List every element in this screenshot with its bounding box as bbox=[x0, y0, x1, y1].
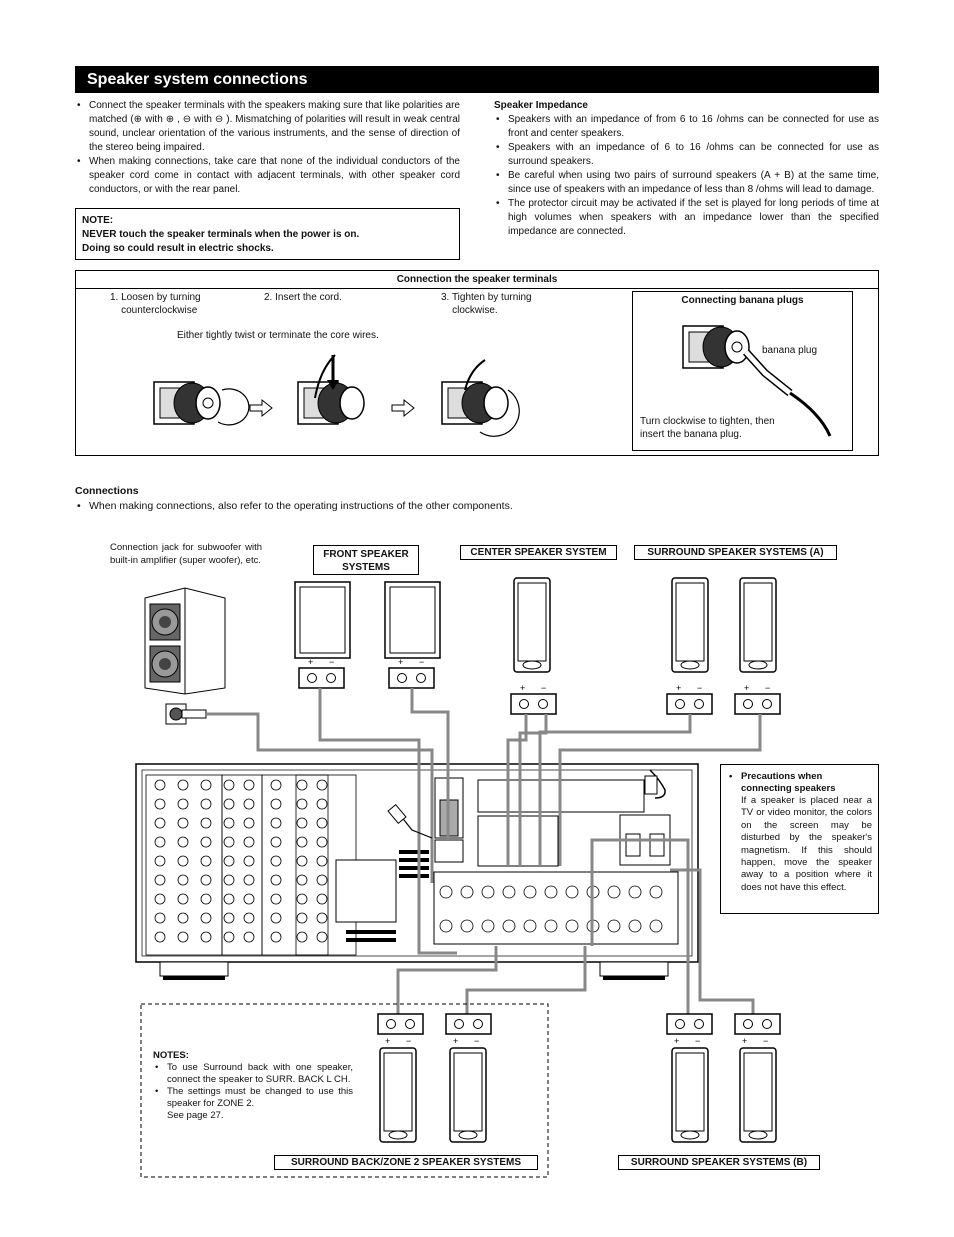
rear-jack bbox=[297, 894, 307, 904]
speaker-binding-post bbox=[440, 886, 452, 898]
svg-text:+: + bbox=[520, 683, 526, 693]
impedance-bullet: • Speakers with an impedance of from 6 to 16 /ohms can be connected for use as front and center speakers. bbox=[494, 113, 879, 141]
svg-text:−: − bbox=[697, 683, 703, 693]
speaker-terminal-icon bbox=[667, 683, 712, 714]
svg-text:+: + bbox=[398, 657, 404, 667]
speaker-binding-post bbox=[566, 920, 578, 932]
svg-text:−: − bbox=[406, 1036, 412, 1046]
rear-jack bbox=[244, 837, 254, 847]
note-item: • To use Surround back with one speaker, connect the speaker to SURR. BACK L CH. bbox=[153, 1062, 353, 1086]
rear-jack bbox=[244, 913, 254, 923]
svg-text:+: + bbox=[676, 683, 682, 693]
rear-jack bbox=[201, 799, 211, 809]
rear-jack bbox=[201, 856, 211, 866]
rear-jack bbox=[224, 799, 234, 809]
rear-jack bbox=[155, 894, 165, 904]
svg-text:+: + bbox=[308, 657, 314, 667]
rear-jack bbox=[178, 799, 188, 809]
rear-jack bbox=[155, 856, 165, 866]
rear-jack bbox=[155, 913, 165, 923]
rear-jack bbox=[178, 837, 188, 847]
banana-note: Turn clockwise to tighten, then insert the banana plug. bbox=[640, 416, 775, 440]
connections-title: Connections bbox=[75, 485, 139, 497]
twist-note: Either tightly twist or terminate the core wires. bbox=[177, 330, 379, 341]
rear-jack bbox=[201, 932, 211, 942]
speaker-binding-post bbox=[524, 920, 536, 932]
note-item: • The settings must be changed to use this speaker for ZONE 2. See page 27. bbox=[153, 1086, 353, 1122]
speaker-terminal-icon bbox=[446, 1014, 491, 1046]
terminal-box-title: Connection the speaker terminals bbox=[76, 271, 878, 289]
rear-jack bbox=[201, 837, 211, 847]
connections-bullet: • When making connections, also refer to the operating instructions of the other components. bbox=[75, 499, 775, 513]
surround-b-left-speaker-icon bbox=[672, 1048, 708, 1142]
rear-jack bbox=[271, 799, 281, 809]
surround-back-label: SURROUND BACK/ZONE 2 SPEAKER SYSTEMS bbox=[274, 1155, 538, 1170]
rear-jack bbox=[155, 875, 165, 885]
svg-text:−: − bbox=[765, 683, 771, 693]
note-line-2: Doing so could result in electric shocks. bbox=[82, 243, 274, 254]
rear-jack bbox=[317, 932, 327, 942]
rear-jack bbox=[178, 932, 188, 942]
rear-jack bbox=[244, 799, 254, 809]
rear-jack bbox=[271, 932, 281, 942]
speaker-binding-post bbox=[503, 886, 515, 898]
rear-jack bbox=[244, 780, 254, 790]
rear-jack bbox=[155, 837, 165, 847]
rear-jack bbox=[155, 799, 165, 809]
rear-jack bbox=[224, 780, 234, 790]
speaker-binding-post bbox=[608, 886, 620, 898]
rear-jack bbox=[224, 856, 234, 866]
speaker-binding-post bbox=[608, 920, 620, 932]
speaker-terminal-icon bbox=[511, 683, 556, 714]
notes-title: NOTES: bbox=[153, 1050, 189, 1061]
rear-jack bbox=[155, 780, 165, 790]
svg-text:+: + bbox=[742, 1036, 748, 1046]
precautions-title: Precautions when connecting speakers bbox=[741, 771, 836, 794]
rear-jack bbox=[271, 913, 281, 923]
speaker-binding-post bbox=[482, 920, 494, 932]
rear-jack bbox=[271, 875, 281, 885]
impedance-bullet: • Be careful when using two pairs of surround speakers (A + B) at the same time, since use of speakers with an impedance of less than 8 /ohms will lead to damage. bbox=[494, 169, 879, 197]
rear-jack bbox=[297, 837, 307, 847]
impedance-title: Speaker Impedance bbox=[494, 100, 588, 111]
svg-text:−: − bbox=[419, 657, 425, 667]
front-speaker-left-icon bbox=[295, 582, 350, 658]
rear-jack bbox=[244, 875, 254, 885]
rear-jack bbox=[297, 932, 307, 942]
rear-jack bbox=[317, 875, 327, 885]
precautions-box: • Precautions when connecting speakers If a speaker is placed near a TV or video monitor, the colors on the screen may be disturbed by the speaker's magnetism. If this should happen, move the speaker away to a position where it does not have this effect. bbox=[720, 764, 879, 914]
receiver-rear-panel bbox=[136, 764, 698, 980]
rear-jack bbox=[317, 780, 327, 790]
rear-jack bbox=[297, 818, 307, 828]
rear-jack bbox=[244, 894, 254, 904]
rear-jack bbox=[201, 894, 211, 904]
rear-jack bbox=[271, 837, 281, 847]
note-line-1: NEVER touch the speaker terminals when the power is on. bbox=[82, 229, 360, 240]
rear-jack bbox=[317, 818, 327, 828]
rear-jack bbox=[244, 856, 254, 866]
center-speaker-icon bbox=[514, 578, 550, 672]
rear-jack bbox=[244, 818, 254, 828]
speaker-binding-post bbox=[629, 920, 641, 932]
speaker-binding-post bbox=[545, 920, 557, 932]
speaker-binding-post bbox=[629, 886, 641, 898]
speaker-terminal-icon bbox=[735, 1014, 780, 1046]
rear-jack bbox=[224, 875, 234, 885]
step-3-text: 3. Tighten by turning clockwise. bbox=[441, 292, 532, 316]
front-speaker-label: FRONT SPEAKER SYSTEMS bbox=[313, 545, 419, 575]
speaker-binding-post bbox=[440, 920, 452, 932]
rear-jack bbox=[178, 894, 188, 904]
rear-jack bbox=[178, 913, 188, 923]
notes-section bbox=[153, 1049, 353, 1122]
speaker-terminal-icon bbox=[299, 657, 344, 688]
speaker-binding-post bbox=[461, 886, 473, 898]
rear-jack bbox=[178, 856, 188, 866]
surround-a-right-speaker-icon bbox=[740, 578, 776, 672]
speaker-binding-post bbox=[524, 886, 536, 898]
speaker-terminal-icon bbox=[378, 1014, 423, 1046]
surround-b-label: SURROUND SPEAKER SYSTEMS (B) bbox=[618, 1155, 820, 1170]
center-speaker-label: CENTER SPEAKER SYSTEM bbox=[460, 545, 617, 560]
subwoofer-note: Connection jack for subwoofer with built-in amplifier (super woofer), etc. bbox=[110, 542, 262, 566]
rear-jack bbox=[271, 780, 281, 790]
banana-title: Connecting banana plugs bbox=[681, 295, 804, 306]
speaker-terminal-icon bbox=[735, 683, 780, 714]
surround-b-right-speaker-icon bbox=[740, 1048, 776, 1142]
rear-jack bbox=[178, 780, 188, 790]
rear-jack bbox=[271, 894, 281, 904]
rear-jack bbox=[155, 818, 165, 828]
rear-jack bbox=[178, 875, 188, 885]
speaker-terminal-icon bbox=[667, 1014, 712, 1046]
speaker-binding-post bbox=[650, 920, 662, 932]
svg-text:+: + bbox=[385, 1036, 391, 1046]
note-title: NOTE: bbox=[82, 215, 114, 226]
speaker-binding-post bbox=[650, 886, 662, 898]
svg-text:−: − bbox=[695, 1036, 701, 1046]
svg-text:+: + bbox=[674, 1036, 680, 1046]
rear-jack bbox=[297, 875, 307, 885]
rear-jack bbox=[244, 932, 254, 942]
surround-a-left-speaker-icon bbox=[672, 578, 708, 672]
svg-text:−: − bbox=[541, 683, 547, 693]
surround-a-label: SURROUND SPEAKER SYSTEMS (A) bbox=[634, 545, 837, 560]
rear-jack bbox=[317, 894, 327, 904]
rear-jack bbox=[201, 780, 211, 790]
rear-jack bbox=[224, 894, 234, 904]
svg-text:+: + bbox=[744, 683, 750, 693]
rear-jack bbox=[178, 818, 188, 828]
rear-jack bbox=[201, 818, 211, 828]
surround-back-right-speaker-icon bbox=[450, 1048, 486, 1142]
rear-jack bbox=[201, 913, 211, 923]
rear-jack bbox=[317, 856, 327, 866]
precautions-text: If a speaker is placed near a TV or video monitor, the colors on the screen may be disturbed by the speaker's magnetism. If this should happen, move the speaker away to a position where it does not have this effect. bbox=[741, 795, 872, 893]
svg-text:−: − bbox=[329, 657, 335, 667]
rear-jack bbox=[224, 818, 234, 828]
rear-jack bbox=[297, 799, 307, 809]
subwoofer-icon bbox=[145, 588, 225, 724]
svg-text:−: − bbox=[763, 1036, 769, 1046]
speaker-terminal-icon bbox=[389, 657, 434, 688]
front-speaker-right-icon bbox=[385, 582, 440, 658]
rear-jack bbox=[201, 875, 211, 885]
svg-text:+: + bbox=[453, 1036, 459, 1046]
speaker-binding-post bbox=[566, 886, 578, 898]
rear-jack bbox=[224, 932, 234, 942]
svg-text:−: − bbox=[474, 1036, 480, 1046]
rear-jack bbox=[317, 913, 327, 923]
speaker-binding-post bbox=[545, 886, 557, 898]
impedance-bullet: • Speakers with an impedance of 6 to 16 /ohms can be connected for use as surround speakers. bbox=[494, 141, 879, 169]
impedance-bullet: • The protector circuit may be activated if the set is played for long periods of time at high volumes when speakers with an impedance lower than the specified impedance are connected. bbox=[494, 197, 879, 239]
step-1-text: 1. Loosen by turning counterclockwise bbox=[110, 292, 201, 316]
speaker-binding-post bbox=[503, 920, 515, 932]
bullet-polarity: • Connect the speaker terminals with the speakers making sure that like polarities are matched (⊕ with ⊕ , ⊖ with ⊖ ). Mismatching of polarities will result in weak central sound, unclear orientation of the various instruments, and the sense of direction of the stereo being impaired. bbox=[75, 99, 460, 155]
rear-jack bbox=[297, 780, 307, 790]
banana-plug-label: banana plug bbox=[762, 345, 818, 356]
rear-jack bbox=[297, 856, 307, 866]
rear-jack bbox=[155, 932, 165, 942]
rear-jack bbox=[297, 913, 307, 923]
bullet-conductors: • When making connections, take care that none of the individual conductors of the speaker cord come in contact with adjacent terminals, with other speaker cord conductors, or with the rear panel. bbox=[75, 155, 460, 197]
rear-jack bbox=[271, 818, 281, 828]
step-2-text: 2. Insert the cord. bbox=[264, 292, 342, 303]
speaker-binding-post bbox=[461, 920, 473, 932]
rear-jack bbox=[271, 856, 281, 866]
rear-jack bbox=[224, 837, 234, 847]
rear-jack bbox=[317, 799, 327, 809]
surround-back-left-speaker-icon bbox=[380, 1048, 416, 1142]
rear-jack bbox=[224, 913, 234, 923]
speaker-binding-post bbox=[482, 886, 494, 898]
section-title: Speaker system connections bbox=[75, 66, 879, 93]
rear-jack bbox=[317, 837, 327, 847]
